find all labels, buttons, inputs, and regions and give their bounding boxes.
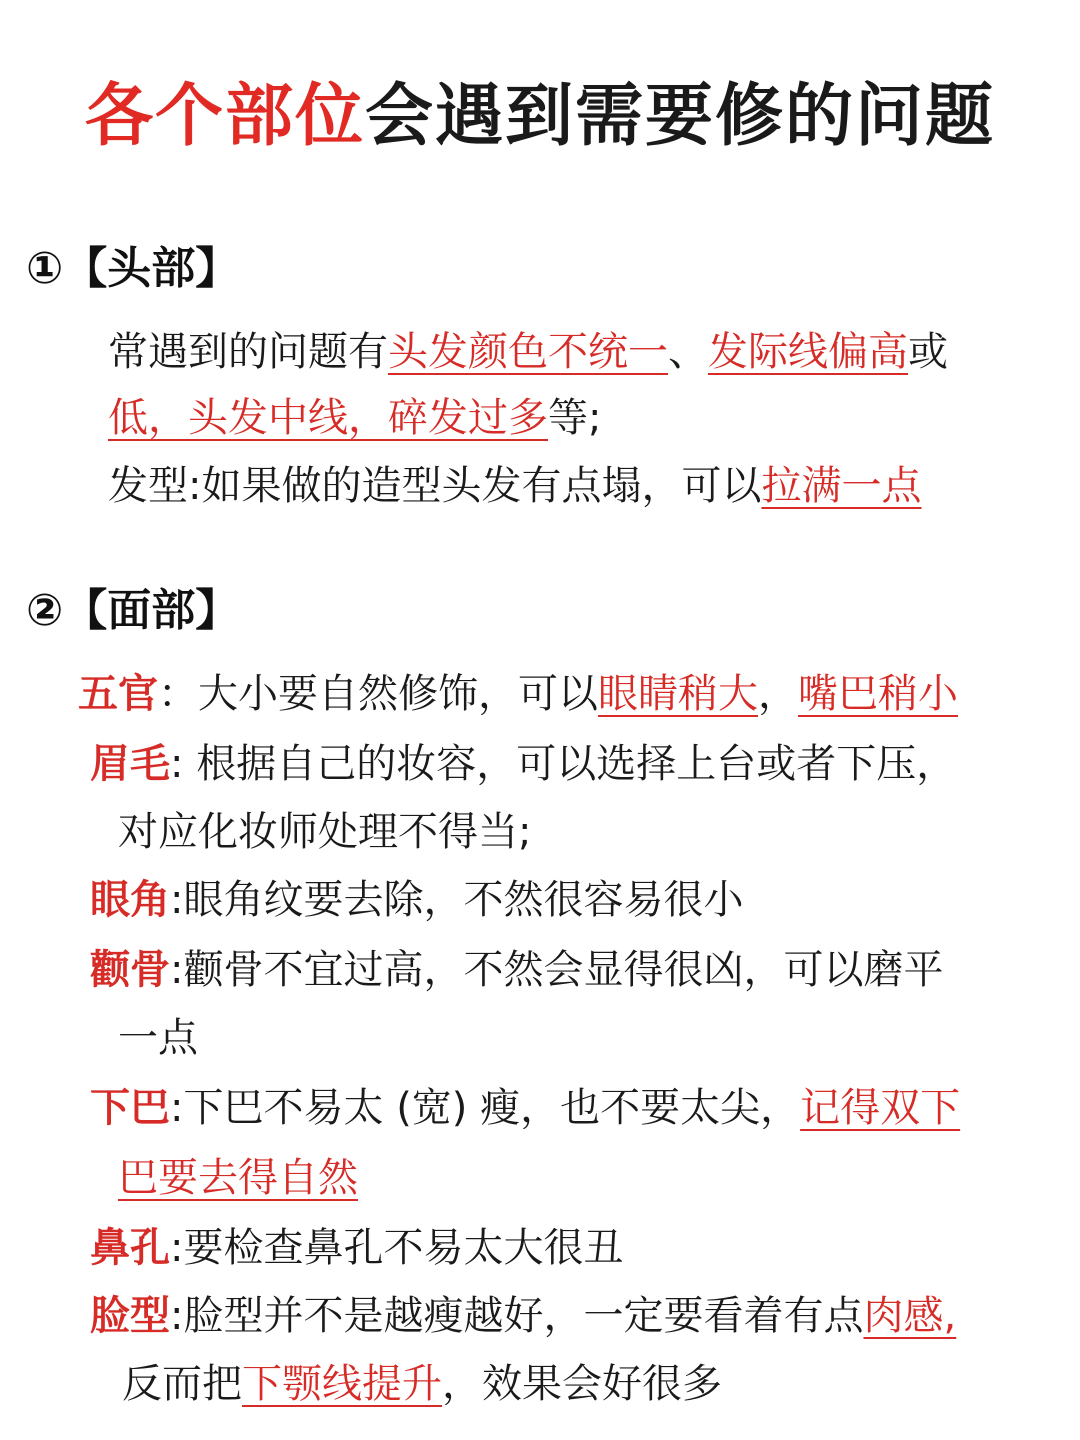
label-bikong: 鼻孔 — [90, 1225, 170, 1271]
label-xiaba: 下巴 — [90, 1085, 170, 1131]
head-line-1: 常遇到的问题有头发颜色不统一、发际线偏高或 — [108, 329, 948, 375]
face-lianxing-cont: 反而把下颚线提升，效果会好很多 — [122, 1361, 722, 1407]
label-quangu: 颧骨 — [90, 947, 170, 993]
label-lianxing: 脸型 — [90, 1293, 170, 1339]
face-yanjiao: 眼角:眼角纹要去除，不然很容易很小 — [90, 877, 744, 923]
highlight-hair-color: 头发颜色不统一 — [388, 329, 668, 375]
face-meimao: 眉毛: 根据自己的妆容，可以选择上台或者下压， — [90, 741, 957, 787]
highlight-double-chin-cont: 巴要去得自然 — [118, 1155, 358, 1201]
section-heading-face: ②【面部】 — [26, 585, 240, 636]
highlight-fuller-hair: 拉满一点 — [761, 463, 922, 509]
title-red-part: 各个部位 — [84, 77, 365, 156]
face-wuguan: 五官：大小要自然修饰，可以眼睛稍大，嘴巴稍小 — [78, 671, 958, 717]
highlight-jawline: 下颚线提升 — [242, 1361, 442, 1407]
face-quangu-cont: 一点 — [118, 1015, 198, 1061]
label-wuguan: 五官 — [78, 671, 158, 717]
highlight-eyes: 眼睛稍大 — [598, 671, 758, 717]
highlight-double-chin: 记得双下 — [800, 1085, 961, 1131]
face-xiaba: 下巴:下巴不易太 (宽) 瘦，也不要太尖，记得双下 — [90, 1085, 961, 1131]
page-title — [0, 62, 1080, 159]
highlight-fleshy: 肉感, — [863, 1293, 957, 1339]
label-yanjiao: 眼角 — [90, 877, 170, 923]
label-meimao: 眉毛 — [90, 741, 170, 787]
highlight-hair-issues: 低，头发中线，碎发过多 — [108, 395, 548, 441]
title-black-part: 会遇到需要修的问题 — [365, 77, 996, 156]
head-line-3: 发型:如果做的造型头发有点塌，可以拉满一点 — [108, 463, 922, 509]
face-meimao-cont: 对应化妆师处理不得当; — [118, 809, 532, 855]
highlight-mouth: 嘴巴稍小 — [798, 671, 958, 717]
face-xiaba-cont — [118, 1146, 358, 1203]
head-line-2: 低，头发中线，碎发过多等; — [108, 395, 602, 441]
highlight-hairline: 发际线偏高 — [708, 329, 908, 375]
face-bikong: 鼻孔:要检查鼻孔不易太大很丑 — [90, 1225, 624, 1271]
section-heading-head: ①【头部】 — [26, 243, 240, 294]
face-lianxing: 脸型:脸型并不是越瘦越好，一定要看着有点肉感, — [90, 1293, 957, 1339]
face-quangu: 颧骨:颧骨不宜过高，不然会显得很凶，可以磨平 — [90, 947, 944, 993]
